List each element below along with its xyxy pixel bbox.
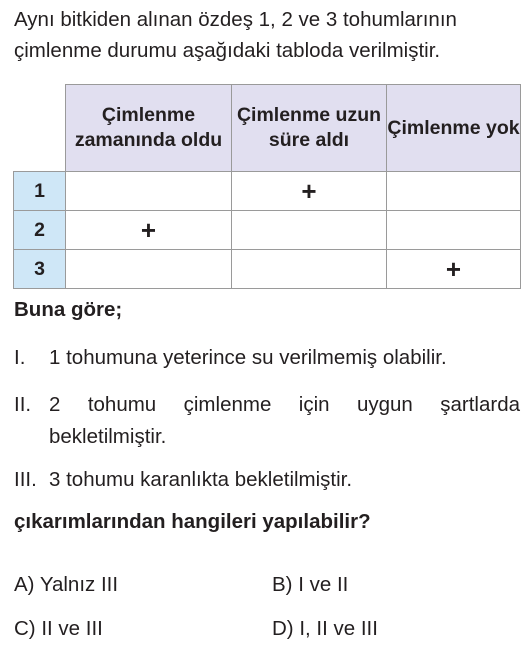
statement-text: 2 tohumu çimlenme için uygun şartlarda bekletilmiştir. (49, 393, 520, 448)
cell-3-on-time (66, 250, 232, 289)
cell-3-no-germination: + (387, 250, 521, 289)
table-row (14, 172, 521, 211)
table-row (14, 250, 521, 289)
cell-1-no-germination (387, 172, 521, 211)
header-on-time: Çimlenme zamanında oldu (66, 85, 232, 172)
option-text: I ve II (298, 573, 349, 596)
option-text: II ve III (41, 617, 103, 640)
option-letter: B) (272, 573, 293, 596)
option-text: Yalnız III (39, 573, 119, 596)
statement-numeral: I. (14, 346, 26, 369)
statement-3 (14, 464, 520, 496)
prompt-label: Buna göre; (14, 298, 123, 321)
cell-2-took-long (232, 211, 387, 250)
option-b[interactable] (272, 573, 348, 597)
statement-numeral: II. (14, 393, 32, 416)
row-label-1: 1 (14, 172, 66, 211)
table-row (14, 211, 521, 250)
germination-table (13, 84, 521, 289)
option-letter: C) (14, 617, 36, 640)
cell-2-no-germination (387, 211, 521, 250)
cell-1-on-time (66, 172, 232, 211)
statement-2 (14, 389, 520, 453)
option-letter: D) (272, 617, 294, 640)
option-d[interactable] (272, 617, 378, 641)
cell-1-took-long: + (232, 172, 387, 211)
option-letter: A) (14, 573, 35, 596)
table-corner (14, 85, 66, 172)
cell-3-took-long (232, 250, 387, 289)
statement-text: 1 tohumuna yeterince su verilmemiş olabilir. (49, 346, 447, 369)
statement-text: 3 tohumu karanlıkta bekletilmiştir. (49, 468, 353, 491)
cell-2-on-time: + (66, 211, 232, 250)
header-took-long: Çimlenme uzun süre aldı (232, 85, 387, 172)
question-text: çıkarımlarından hangileri yapılabilir? (14, 510, 371, 533)
statement-numeral: III. (14, 468, 37, 491)
question-intro: Aynı bitkiden alınan özdeş 1, 2 ve 3 tohumlarının çimlenme durumu aşağıdaki tabloda verilmiştir. (14, 8, 457, 62)
option-a[interactable] (14, 573, 118, 597)
statement-1 (14, 342, 520, 374)
row-label-2: 2 (14, 211, 66, 250)
row-label-3: 3 (14, 250, 66, 289)
option-text: I, II ve III (299, 617, 378, 640)
option-c[interactable] (14, 617, 103, 641)
header-no-germination: Çimlenme yok (387, 85, 521, 172)
